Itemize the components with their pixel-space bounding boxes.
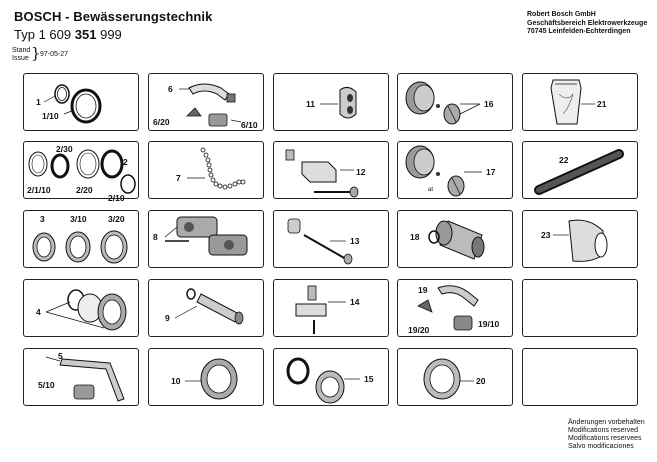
modifications-en: Modifications reserved (568, 427, 639, 434)
label-12: 12 (356, 167, 366, 177)
cell-part-17 (397, 141, 513, 199)
cell-part-16 (397, 73, 513, 131)
ring-seals-drawing (24, 74, 140, 132)
cell-part-19 (397, 279, 513, 337)
sleeve-drawing (523, 211, 639, 269)
modifications-note (568, 419, 645, 451)
modifications-de: Änderungen vorbehalten (568, 419, 645, 426)
issue-date: 97-05-27 (40, 51, 69, 58)
cell-part-1 (23, 73, 139, 131)
company-division: Geschäftsbereich Elektrowerkzeuge (527, 19, 648, 27)
label-7: 7 (176, 173, 181, 183)
cell-part-21 (522, 73, 638, 131)
cell-part-13 (273, 210, 389, 268)
filter-bag-drawing (523, 74, 639, 132)
label-19-10: 19/10 (478, 319, 500, 329)
company-name: Robert Bosch GmbH (527, 11, 596, 18)
label-6-10: 6/10 (241, 120, 258, 130)
label-9: 9 (165, 313, 170, 323)
label-15: 15 (364, 374, 374, 384)
label-20: 20 (476, 376, 486, 386)
cell-empty-1 (522, 279, 638, 337)
cap-assembly-drawing (24, 280, 140, 338)
clip-drawing (274, 74, 390, 132)
label-4: 4 (36, 307, 41, 317)
modifications-fr: Modifications reservees (568, 435, 642, 442)
mounting-bracket-drawing (274, 280, 390, 338)
chain-drawing (149, 142, 265, 200)
label-14: 14 (350, 297, 360, 307)
typ-label: Typ (14, 27, 35, 42)
cell-part-9 (148, 279, 264, 337)
cell-part-8 (148, 210, 264, 268)
label-3: 3 (40, 214, 45, 224)
label-3-10: 3/10 (70, 214, 87, 224)
threaded-nut-drawing (398, 349, 514, 407)
label-5-10: 5/10 (38, 380, 55, 390)
label-13: 13 (350, 236, 360, 246)
cell-part-6 (148, 73, 264, 131)
cell-part-14 (273, 279, 389, 337)
cell-part-23 (522, 210, 638, 268)
cell-part-11 (273, 73, 389, 131)
label-at: at (428, 187, 434, 193)
label-19-20: 19/20 (408, 325, 430, 335)
hose-drawing (523, 142, 639, 200)
key-wrench-drawing (24, 349, 140, 407)
cell-part-4 (23, 279, 139, 337)
typ-number-part1: 1 609 (38, 27, 72, 42)
label-19: 19 (418, 285, 428, 295)
stand-label: Stand (12, 47, 31, 54)
cell-part-12 (273, 141, 389, 199)
cell-part-2 (23, 141, 139, 203)
company-city: 70745 Leinfelden-Echterdingen (527, 28, 631, 35)
clip-and-pin-drawing (274, 211, 390, 269)
label-16: 16 (484, 99, 494, 109)
label-2-10: 2/10 (108, 193, 125, 203)
label-1: 1 (36, 97, 41, 107)
cell-part-10 (148, 348, 264, 406)
label-22: 22 (559, 155, 569, 165)
brace-glyph: } (31, 44, 41, 62)
label-8: 8 (153, 232, 158, 242)
nozzle-nut-drawing (149, 349, 265, 407)
cell-part-5 (23, 348, 139, 406)
document-title: BOSCH - Bewässerungstechnik (14, 9, 213, 24)
label-5: 5 (58, 351, 63, 361)
label-18: 18 (410, 232, 420, 242)
cell-part-7 (148, 141, 264, 199)
type-number (14, 27, 122, 42)
cell-part-3 (23, 210, 139, 268)
label-17: 17 (486, 167, 496, 177)
issue-label: Issue (12, 55, 29, 62)
gear-and-disc-drawing-2 (398, 142, 514, 200)
label-1-10: 1/10 (42, 111, 59, 121)
label-2-20: 2/20 (76, 185, 93, 195)
label-6-20: 6/20 (153, 117, 170, 127)
typ-number-part3: 999 (100, 27, 122, 42)
label-21: 21 (597, 99, 607, 109)
cell-part-20 (397, 348, 513, 406)
label-6: 6 (168, 84, 173, 94)
cell-part-22 (522, 141, 638, 199)
label-23: 23 (541, 230, 551, 240)
cell-part-15 (273, 348, 389, 406)
label-11: 11 (306, 99, 315, 109)
valve-assembly-drawing (149, 211, 265, 269)
stand-issue (12, 47, 30, 63)
modifications-it: Salvo modificaciones (568, 443, 634, 450)
cell-part-18 (397, 210, 513, 268)
label-2: 2 (123, 157, 128, 167)
label-2-1-10: 2/1/10 (27, 185, 51, 195)
label-3-20: 3/20 (108, 214, 125, 224)
company-address (527, 11, 647, 37)
shaft-drawing (149, 280, 265, 338)
cell-empty-2 (522, 348, 638, 406)
bracket-and-bolt-drawing (274, 142, 390, 200)
typ-number-bold: 351 (74, 27, 97, 42)
label-2-30: 2/30 (56, 144, 73, 154)
gear-and-disc-drawing (398, 74, 514, 132)
label-10: 10 (171, 376, 181, 386)
